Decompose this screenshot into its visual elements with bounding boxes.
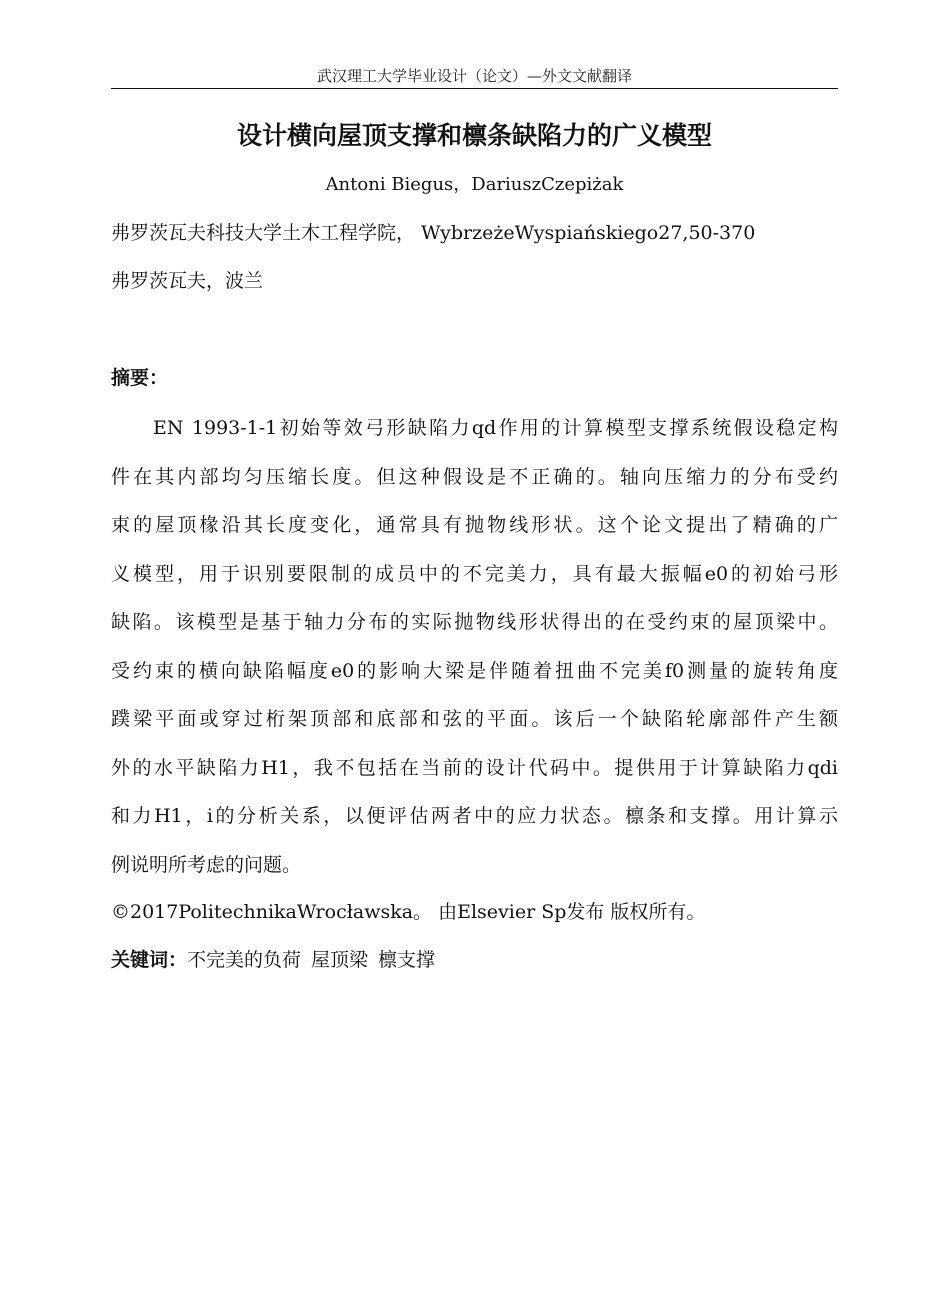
keywords-label: 关键词： [111,949,188,971]
abstract-line: 束的屋顶椽沿其长度变化，通常具有抛物线形状。这个论文提出了精确的广 [111,514,838,536]
affiliation-line-2: 弗罗茨瓦夫，波兰 [111,270,264,292]
paper-authors: Antoni Biegus，DariuszCzepiżak [325,174,624,195]
keyword-item: 不完美的负荷 [187,949,302,971]
abstract-line: 件在其内部均匀压缩长度。但这种假设是不正确的。轴向压缩力的分布受约 [111,465,838,488]
abstract-line: 和力H1，i的分析关系，以便评估两者中的应力状态。檩条和支撑。用计算示 [111,805,838,827]
abstract-line: EN 1993-1-1初始等效弓形缺陷力qd作用的计算模型支撑系统假设稳定构 [153,417,838,439]
abstract-line: 蹼梁平面或穿过桁架顶部和底部和弦的平面。该后一个缺陷轮廓部件产生额 [111,708,838,730]
abstract-line: 外的水平缺陷力H1，我不包括在当前的设计代码中。提供用于计算缺陷力qdi [111,756,838,779]
affiliation-line-1: 弗罗茨瓦夫科技大学土木工程学院， WybrzeżeWyspiańskiego27,50-370 [111,222,756,244]
abstract-body [111,404,838,889]
keyword-item: 檩支撑 [378,949,436,971]
abstract-line: 义模型，用于识别要限制的成员中的不完美力，具有最大振幅e0的初始弓形 [111,562,838,585]
keyword-item: 屋顶梁 [311,949,369,971]
abstract-line: 缺陷。该模型是基于轴力分布的实际抛物线形状得出的在受约束的屋顶梁中。 [111,611,838,633]
header-divider [111,88,838,89]
running-header: 武汉理工大学毕业设计（论文）—外文文献翻译 [316,67,632,85]
copyright-notice: ©2017PolitechnikaWrocławska。 由Elsevier Sp发布 版权所有。 [111,901,706,923]
paper-title: 设计横向屋顶支撑和檩条缺陷力的广义模型 [236,121,712,150]
keywords-line [111,947,445,973]
abstract-line: 例说明所考虑的问题。 [111,853,302,876]
abstract-heading: 摘要： [111,367,169,389]
abstract-line: 受约束的横向缺陷幅度e0的影响大梁是伴随着扭曲不完美f0测量的旋转角度 [111,659,838,682]
